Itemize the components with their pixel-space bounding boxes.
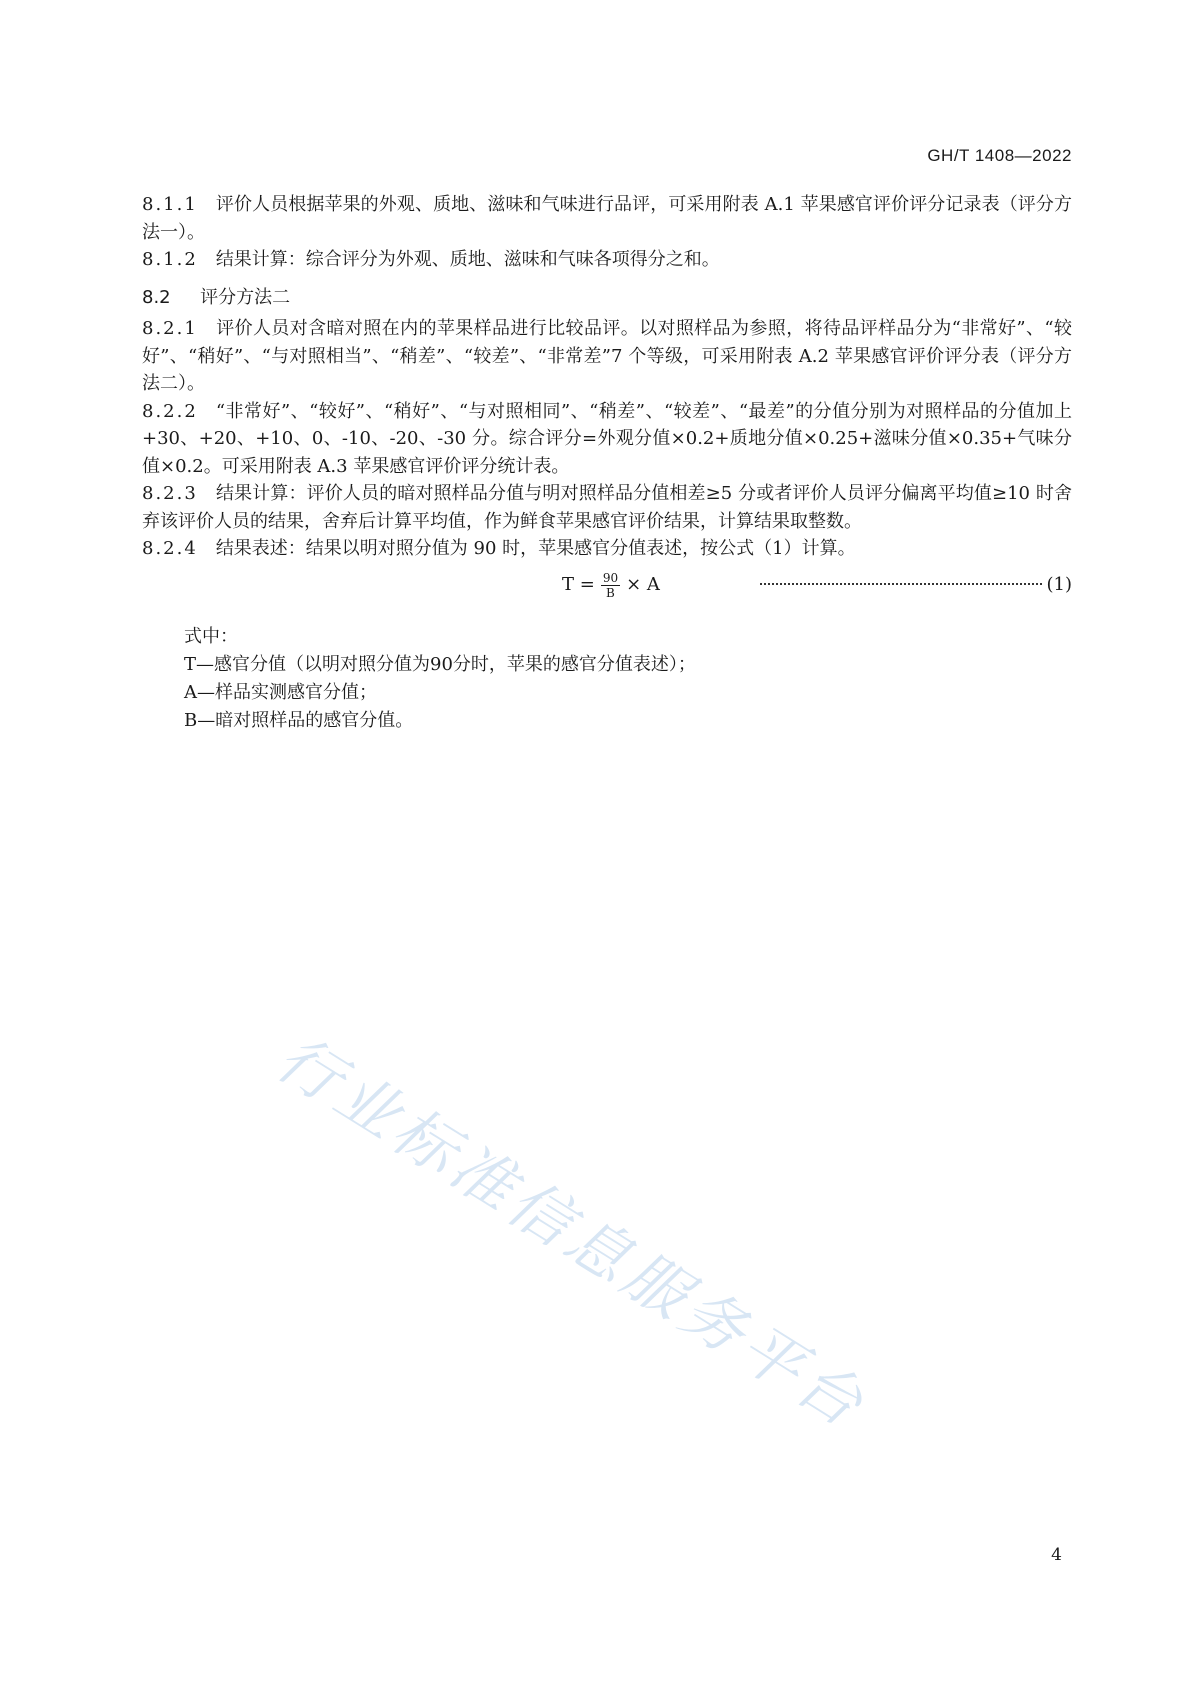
clause-8-2-3 <box>142 480 1072 535</box>
clause-number: 8.1.1 <box>142 194 198 215</box>
document-body <box>142 191 1072 735</box>
equation-number: (1) <box>1046 573 1072 595</box>
standard-number: GH/T 1408—2022 <box>927 146 1072 165</box>
clause-number: 8.2.2 <box>142 400 198 422</box>
clause-8-1-1 <box>142 191 1072 246</box>
leader-dots <box>760 583 1042 585</box>
clause-text: “非常好”、“较好”、“稍好”、“与对照相同”、“稍差”、“较差”、“最差”的分值分别为对照样品的分值加上+30、+20、+10、0、-10、-20、-30 分。综合评分=外观分值×0.2+质地分值×0.25+滋味分值×0.35+气味分值×0.2。可采用附表 A.3 苹果感官评价评分统计表。 <box>142 400 1072 477</box>
definition-t: T—感官分值（以明对照分值为90分时，苹果的感官分值表述）； <box>184 653 696 675</box>
clause-number: 8.2.3 <box>142 483 198 504</box>
clause-text: 评价人员对含暗对照在内的苹果样品进行比较品评。以对照样品为参照，将待品评样品分为“非常好”、“较好”、“稍好”、“与对照相当”、“稍差”、“较差”、“非常差”7 个等级，可采用附表 A.2 苹果感官评价评分表（评分方法二）。 <box>142 318 1072 394</box>
clause-8-2-1 <box>142 315 1072 398</box>
clause-text: 结果计算：综合评分为外观、质地、滋味和气味各项得分之和。 <box>215 249 720 270</box>
clause-text: 评价人员根据苹果的外观、质地、滋味和气味进行品评，可采用附表 A.1 苹果感官评价评分记录表（评分方法一）。 <box>142 194 1072 243</box>
formula-rhs: × A <box>626 574 660 596</box>
heading-number: 8.2 <box>142 286 171 308</box>
clause-8-2-2 <box>142 398 1072 481</box>
section-heading-8-2 <box>142 284 1072 312</box>
fraction-numerator: 90 <box>602 570 619 585</box>
clause-8-2-4 <box>142 535 1072 563</box>
heading-text: 评分方法二 <box>200 286 291 308</box>
formula-definitions <box>142 623 1072 735</box>
page-number: 4 <box>1051 1545 1062 1565</box>
formula-1 <box>142 567 1072 607</box>
clause-number: 8.1.2 <box>142 249 198 270</box>
clause-8-1-2 <box>142 246 1072 274</box>
formula-expression <box>562 571 660 600</box>
clause-number: 8.2.1 <box>142 318 198 339</box>
definition-b: B—暗对照样品的感官分值。 <box>184 709 414 731</box>
watermark: 行业标准信息服务平台 <box>264 1021 880 1444</box>
clause-text: 结果表述：结果以明对照分值为 90 时，苹果感官分值表述，按公式（1）计算。 <box>215 538 856 559</box>
fraction-denominator: B <box>606 585 615 600</box>
clause-number: 8.2.4 <box>142 538 198 559</box>
definition-a: A—样品实测感官分值； <box>184 681 377 703</box>
clause-text: 结果计算：评价人员的暗对照样品分值与明对照样品分值相差≥5 分或者评价人员评分偏离平均值≥10 时舍弃该评价人员的结果，舍弃后计算平均值，作为鲜食苹果感官评价结果，计算结果取整数。 <box>142 483 1072 532</box>
definitions-intro: 式中： <box>184 625 238 647</box>
formula-fraction <box>601 571 620 600</box>
formula-lhs: T = <box>562 574 595 596</box>
